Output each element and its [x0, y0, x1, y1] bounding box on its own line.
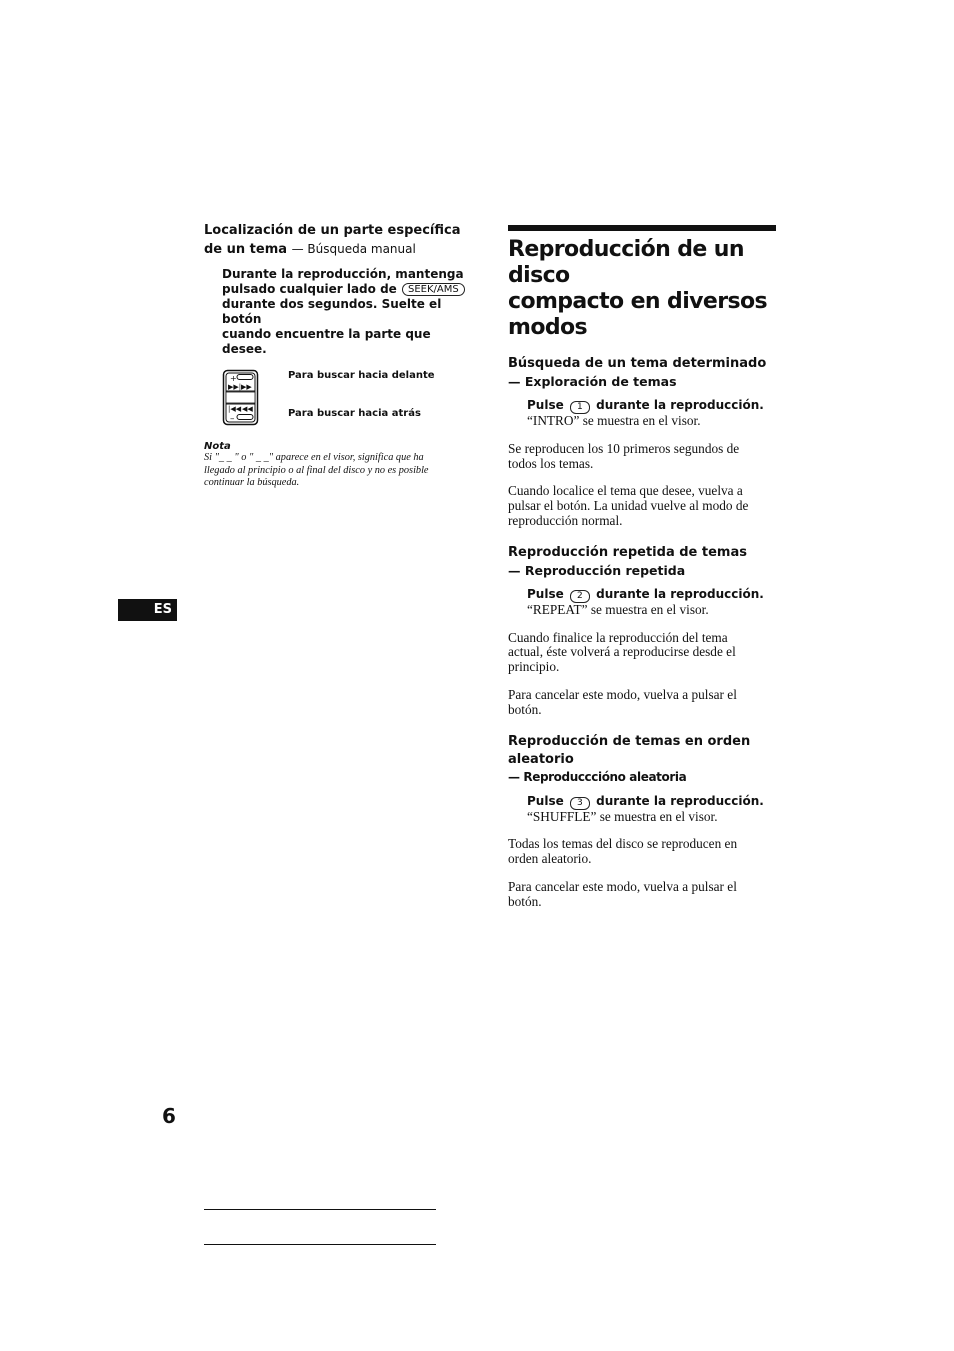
seek-ams-key: SEEK/AMS	[402, 283, 465, 296]
svg-text:▶▶|: ▶▶|	[228, 383, 242, 391]
button-1-key: 1	[570, 401, 590, 414]
footer-rule-2	[204, 1244, 436, 1245]
button-3-key: 3	[570, 797, 590, 810]
svg-text:◀◀: ◀◀	[242, 405, 253, 413]
svg-text:+: +	[230, 374, 237, 383]
note-block: Nota Si "_ _ " o " _ _" aparece en el visor, significa que ha llegado al principio o al final del disco y no es posible continuar la búsqueda.	[204, 441, 476, 490]
intro-scan-subheading: — Exploración de temas	[508, 374, 677, 389]
manual-search-instruction: Durante la reproducción, mantenga pulsado cualquier lado de SEEK/AMS durante dos segundos. Suelte el botón cuando encuentre la parte que desee. + ▶▶| ▶▶ |◀◀ ◀◀ – Para buscar hacia delante Para buscar hacia atrás	[222, 267, 476, 429]
note-title: Nota	[204, 441, 231, 452]
seek-rocker-button-icon	[222, 369, 262, 427]
play-modes-section	[508, 225, 776, 910]
page-number: 6	[162, 1104, 176, 1128]
shuffle-heading: Reproducción de temas en orden aleatorio	[508, 733, 751, 767]
svg-text:–: –	[230, 414, 235, 424]
language-badge: ES	[118, 599, 177, 621]
manual-search-subheading: — Búsqueda manual	[291, 242, 416, 256]
svg-text:|◀◀: |◀◀	[228, 405, 242, 413]
intro-scan-heading: Búsqueda de un tema determinado	[508, 356, 767, 371]
manual-search-heading: Localización de un parte específica de un tema — Búsqueda manual	[204, 223, 461, 257]
search-backward-label: Para buscar hacia atrás	[288, 408, 421, 419]
svg-text:▶▶: ▶▶	[241, 383, 252, 391]
shuffle-subheading: — Reproducccióno aleatoria	[508, 769, 687, 784]
repeat-heading: Reproducción repetida de temas	[508, 544, 747, 560]
button-2-key: 2	[570, 590, 590, 603]
repeat-subheading: — Reproducción repetida	[508, 562, 686, 578]
page-title: Reproducción de un disco compacto en diversos modos	[508, 237, 767, 340]
intro-scan-section: Búsqueda de un tema determinado — Exploración de temas Pulse 1 durante la reproducción. “INTRO” se muestra en el visor. Se reproducen los 10 primeros segundos de todos los temas. Cuando localice el tema que desee, vuelva a pulsar el botón. La unidad vuelve al modo de reproducción normal.	[508, 355, 776, 529]
repeat-section: Reproducción repetida de temas — Reproducción repetida Pulse 2 durante la reproducción. “REPEAT” se muestra en el visor. Cuando finalice la reproducción del tema actual, éste volverá a reproducirse desde el principio. Para cancelar este modo, vuelva a pulsar el botón.	[508, 544, 776, 718]
seek-button-diagram	[222, 369, 476, 429]
manual-search-section	[204, 222, 476, 490]
shuffle-section: Reproducción de temas en orden aleatorio — Reproducccióno aleatoria Pulse 3 durante la reproducción. “SHUFFLE” se muestra en el visor. Todas los temas del disco se reproducen en orden aleatorio. Para cancelar este modo, vuelva a pulsar el botón.	[508, 733, 776, 910]
footer-rule-1	[204, 1209, 436, 1210]
search-forward-label: Para buscar hacia delante	[288, 370, 435, 381]
title-rule	[508, 225, 776, 231]
